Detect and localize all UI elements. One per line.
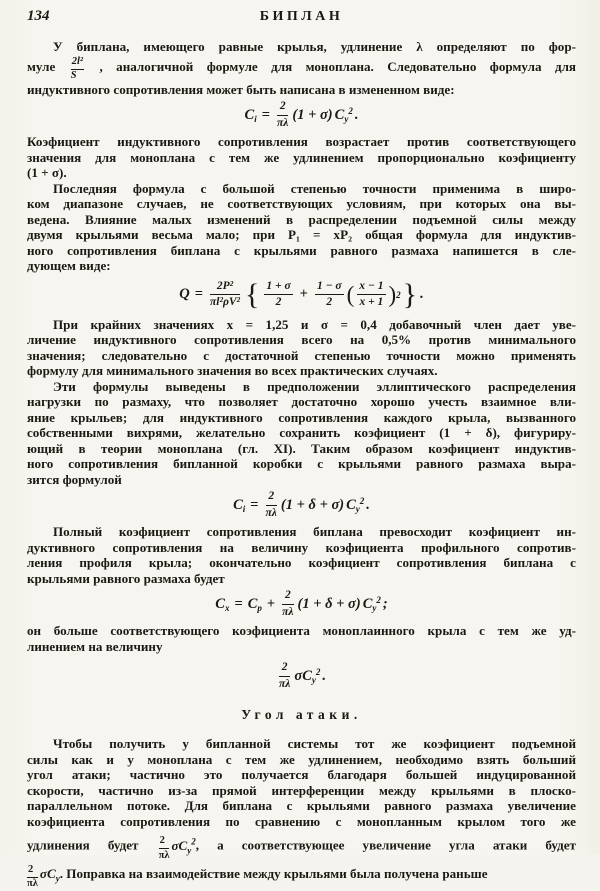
paragraph-line: ного сопротивления бипланной коробки с крыльями равного размаха выра- xyxy=(27,456,576,472)
display-fraction: $\frac{2}{\pi\lambda}$ xyxy=(282,589,294,618)
running-header: БИПЛАН xyxy=(259,9,344,24)
paragraph-line-with-fraction xyxy=(27,55,576,82)
formula-lhs: $C_x$ xyxy=(215,595,230,613)
fraction-denominator: S xyxy=(70,70,77,82)
paragraph-line: он больше соответствующего коэфициента моноплаинного крыла с тем же уд- xyxy=(27,623,576,639)
formula-end-punctuation: . xyxy=(354,106,359,123)
paragraph-line: Чтобы получить у бипланной системы тот же коэфициент подъемной xyxy=(53,736,576,752)
paragraph-line: значения; следовательно с достаточной степенью точности можно применять xyxy=(27,347,576,363)
paragraph-line: ведена. Влияние малых изменений в распределении подъемной силы между xyxy=(27,211,576,227)
paragraph-line: ления профиля крыла; окончательно коэфициент сопротивления биплана с xyxy=(27,555,576,571)
paragraph-line: дующем виде: xyxy=(27,258,111,274)
paragraph-line: При крайних значениях x = 1,25 и σ = 0,4 добавочный член дает уве- xyxy=(53,316,576,332)
paragraph-line-with-fraction xyxy=(27,829,576,862)
display-fraction: $\frac{1 - \sigma}{2}$ xyxy=(316,279,342,309)
paragraph-line: параллельном потоке. Для биплана с крыльями равного размаха увеличение xyxy=(27,798,576,814)
section-heading-angle-of-attack: Угол атаки. xyxy=(241,707,362,723)
plus-sign: + xyxy=(299,286,308,303)
paragraph-line: зится формулой xyxy=(27,471,122,487)
formula-coefficient: $C_y^2$ xyxy=(362,595,381,614)
display-fraction: $\frac{\text{2P²}}{\text{πl²ρV²}}$ xyxy=(210,279,240,309)
paragraph-line: ного сопротивления биплана с крыльями равного размаха напишется в сле- xyxy=(27,242,576,258)
exponent: 2 xyxy=(396,289,401,300)
inline-fraction: $\frac{2}{\pi\lambda}$ xyxy=(158,835,170,861)
display-fraction: 2 πλ xyxy=(278,661,291,690)
paragraph-line: формулу для минимального значения во всех практических случаях. xyxy=(27,363,438,379)
fraction-numerator: 2l² xyxy=(71,57,84,70)
formula-induced-drag-general: Q = $\frac{\text{2P²}}{\text{πl²ρV²}}$ { 1 + σ 2 + $\frac{1 - \sigma}{2}$ ( x − 1 x + 1 ) 2 } . xyxy=(179,277,424,311)
display-fraction: $\frac{2}{\pi\lambda}$ xyxy=(265,490,277,519)
formula-total-drag-coefficient xyxy=(27,590,576,618)
page-number: 134 xyxy=(27,8,50,24)
paragraph-line: силы как и у моноплана с тем же удлинением, необходимо взять больший xyxy=(27,751,576,767)
paragraph-line: нагрузки по размаху, что позволяет достаточно хорошо учесть взаимное вли- xyxy=(27,394,576,410)
profile-drag-coefficient: $C_p$ xyxy=(247,595,262,613)
page-header xyxy=(27,8,576,28)
paragraph-line: крыльями равного размаха будет xyxy=(27,570,225,586)
equals-sign: = xyxy=(261,106,270,123)
display-fraction: 1 + σ 2 xyxy=(266,279,291,309)
formula-end-punctuation: . xyxy=(420,286,424,303)
paragraph-line: собственными вихрями, желательно сохранить коэфициент (1 + δ), фигуриру- xyxy=(27,425,576,441)
paragraph-line: Последняя формула с большой степенью точности применима в широ- xyxy=(53,180,576,196)
formula-induced-drag-equal-wings xyxy=(27,101,576,129)
text-segment: муле xyxy=(27,58,56,74)
paragraph-line: ющий в теории моноплана (гл. XI). Таким образом коэфициент индуктив- xyxy=(27,440,576,456)
text-segment: удлинения будет xyxy=(27,837,139,853)
formula-coefficient: $\sigma C_y^2$ xyxy=(294,667,321,686)
paragraph-line: (1 + σ). xyxy=(27,165,67,181)
paragraph-line: индуктивного сопротивления может быть написана в измененном виде: xyxy=(27,81,455,97)
formula-end-punctuation: ; xyxy=(382,595,388,612)
paragraph-line: яние крыльев; для индуктивного сопротивления каждого крыла, вызванного xyxy=(27,409,576,425)
paragraph-line: ком диапазоне случаев, не соответствующих условиям, при которых она вы- xyxy=(27,196,576,212)
formula-end-punctuation: . xyxy=(322,667,326,684)
text-segment: , а соответствующее увеличение угла атаки будет xyxy=(195,837,576,853)
paragraph-line: Эти формулы выведены в предположении эллиптического распределения xyxy=(53,378,576,394)
paragraph-line: дуктивного сопротивления на величину коэфициента профильного сопротив- xyxy=(27,539,576,555)
coefficient-token: $\sigma C_y$ xyxy=(39,866,60,884)
equals-sign: = xyxy=(250,496,259,513)
formula-drag-increment xyxy=(27,662,576,690)
paragraph-line: Полный коэфициент сопротивления биплана превосходит коэфициент ин- xyxy=(53,524,576,540)
formula-coefficient: $C_y^2$ xyxy=(346,496,365,515)
text-segment: , аналогичной формуле для моноплана. Следовательно формула для xyxy=(99,58,576,74)
display-fraction: $\frac{2}{\pi\lambda}$ xyxy=(277,100,289,129)
formula-lhs: $C_i$ xyxy=(233,496,246,514)
paragraph-line: У биплана, имеющего равные крылья, удлинение λ определяют по фор- xyxy=(53,39,576,54)
formula-parenthetical: (1 + σ) xyxy=(292,106,333,123)
formula-lhs: Q xyxy=(179,286,190,303)
paragraph-line: линением на величину xyxy=(27,638,163,654)
formula-lhs: $C_i$ xyxy=(244,106,257,124)
paragraph-line: коэфициента сопротивления по сравнению с монопланным крылом того же xyxy=(27,813,576,829)
formula-end-punctuation: . xyxy=(366,496,370,513)
equals-sign: = xyxy=(234,595,243,612)
paragraph-line-with-fraction xyxy=(27,862,576,891)
paragraph-line: Коэфициент индуктивного сопротивления возрастает против соответствующего xyxy=(27,134,576,150)
text-segment: . Поправка на взаимодействие между крыльями была получена раньше xyxy=(59,866,488,882)
equals-sign: = xyxy=(194,286,204,303)
paragraph-line: личение индуктивного сопротивления всего на 0,5% против минимального xyxy=(27,332,576,348)
formula-parenthetical: (1 + δ + σ) xyxy=(297,595,361,612)
formula-biplane-cell-induced-drag xyxy=(27,491,576,519)
display-fraction: x − 1 x + 1 xyxy=(359,279,384,309)
paragraph-line: значения для моноплана с тем же удлинением пропорционально коэфициенту xyxy=(27,149,576,165)
plus-sign: + xyxy=(266,595,276,612)
paragraph-line: скорости, частично из-за прямой интерференции между крыльями в плоско- xyxy=(27,782,576,798)
paragraph-line: двумя крыльями весьма мало; при P₁ = xP₂ общая формула для индуктив- xyxy=(27,227,576,243)
inline-fraction: $\frac{2}{\pi\lambda}$ xyxy=(27,863,38,890)
formula-coefficient: $C_y^2$ xyxy=(334,106,353,125)
paragraph-line: угол атаки; частично это получается благодаря большей индуцированной xyxy=(27,767,576,783)
coefficient-token: $\sigma C_y^2$ xyxy=(171,836,196,856)
inline-fraction xyxy=(71,57,84,82)
formula-parenthetical: (1 + δ + σ) xyxy=(280,496,345,513)
